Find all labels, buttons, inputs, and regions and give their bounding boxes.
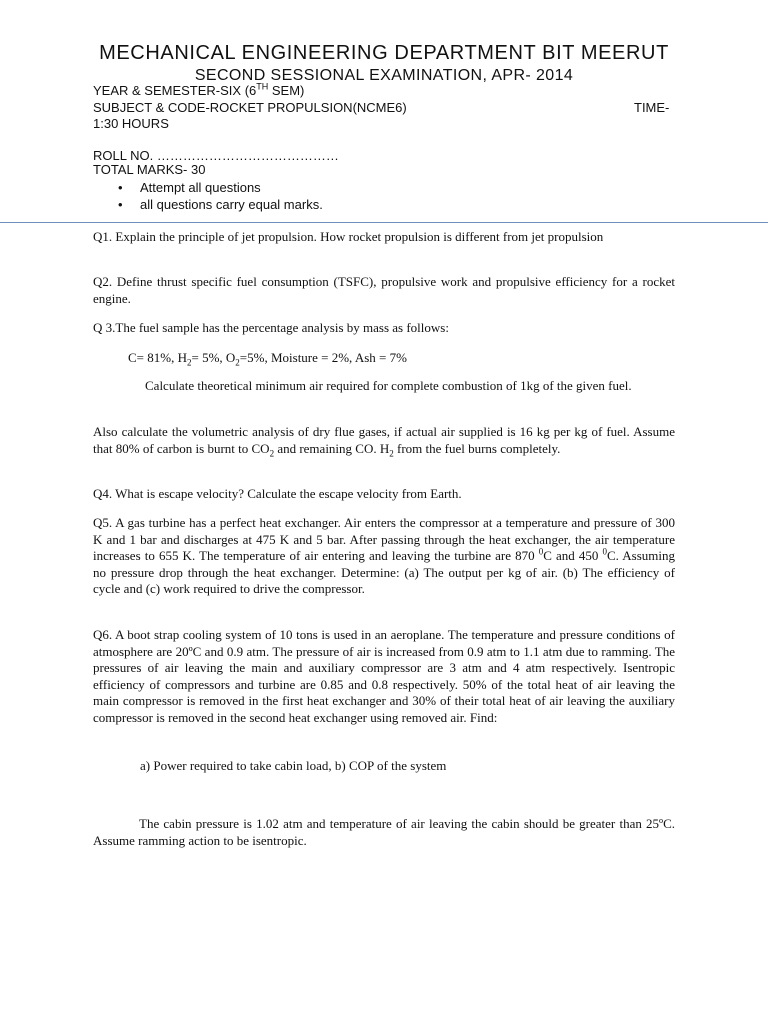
instructions-list <box>118 179 323 213</box>
question-6: Q6. A boot strap cooling system of 10 tons is used in an aeroplane. The temperature and pressure conditions of atmosphere are 20ºC and 0.9 atm. The pressure of air is increased from 0.9 atm to 1.1 atm due to ramming. The pressures of air leaving the main and auxiliary compressor are 3 atm and 4 atm respectively. Isentropic efficiency of compressors and turbine are 0.85 and 0.8 respectively. 50% of the total heat of air leaving the main compressor is removed in the first heat exchanger and 30% of their total heat of air leaving the auxiliary compressor is removed in the second heat exchanger using removed air. Find: <box>93 627 675 725</box>
department-title: MECHANICAL ENGINEERING DEPARTMENT BIT MEERUT <box>99 42 669 64</box>
roll-number: ROLL NO. …………………………………… <box>93 148 339 163</box>
year-semester: YEAR & SEMESTER-SIX (6TH SEM) <box>93 81 305 98</box>
question-6-note: The cabin pressure is 1.02 atm and temperature of air leaving the cabin should be greater than 25ºC. Assume ramming action to be isentropic. <box>93 816 675 848</box>
question-2: Q2. Define thrust specific fuel consumption (TSFC), propulsive work and propulsive efficiency for a rocket engine. <box>93 274 675 306</box>
total-marks: TOTAL MARKS- 30 <box>93 162 206 177</box>
question-3-calc: Calculate theoretical minimum air required for complete combustion of 1kg of the given fuel. <box>145 378 632 393</box>
question-5: Q5. A gas turbine has a perfect heat exchanger. Air enters the compressor at a temperature and pressure of 300 K and 1 bar and discharges at 475 K and 5 bar. After passing through the heat exchanger, the air temperature increases to 655 K. The temperature of air entering and leaving the turbine are 870 $^0$C and 450 $^0$C. Assuming no pressure drop through the heat exchanger. Determine: (a) The output per kg of air. (b) The efficiency of cycle and (c) work required to drive the compressor. <box>93 515 675 597</box>
instruction-item: • all questions carry equal marks. <box>118 197 323 212</box>
fuel-composition: C= 81%, $H_2= 5\%$, $O_2=5\%$, Moisture = 2%, Ash = 7% <box>128 350 407 368</box>
question-6-find: a) Power required to take cabin load, b) COP of the system <box>140 758 447 773</box>
bullet-icon: • <box>118 197 123 212</box>
question-3-also: Also calculate the volumetric analysis of dry flue gases, if actual air supplied is 16 kg per kg of fuel. Assume that 80% of carbon is burnt to $CO_2$ and remaining CO. $H_2$ from the fuel burns completely. <box>93 424 675 459</box>
time-label: TIME- <box>634 100 670 115</box>
instruction-item: • Attempt all questions <box>118 180 261 195</box>
question-4: Q4. What is escape velocity? Calculate the escape velocity from Earth. <box>93 486 462 501</box>
bullet-icon: • <box>118 180 123 195</box>
question-1: Q1. Explain the principle of jet propulsion. How rocket propulsion is different from jet propulsion <box>93 229 604 244</box>
time-value: 1:30 HOURS <box>93 116 169 131</box>
question-3-intro: Q 3.The fuel sample has the percentage analysis by mass as follows: <box>93 320 449 335</box>
section-divider <box>0 222 768 223</box>
subject-code: SUBJECT & CODE-ROCKET PROPULSION(NCME6) <box>93 100 407 115</box>
exam-title: SECOND SESSIONAL EXAMINATION, APR- 2014 <box>194 67 574 84</box>
